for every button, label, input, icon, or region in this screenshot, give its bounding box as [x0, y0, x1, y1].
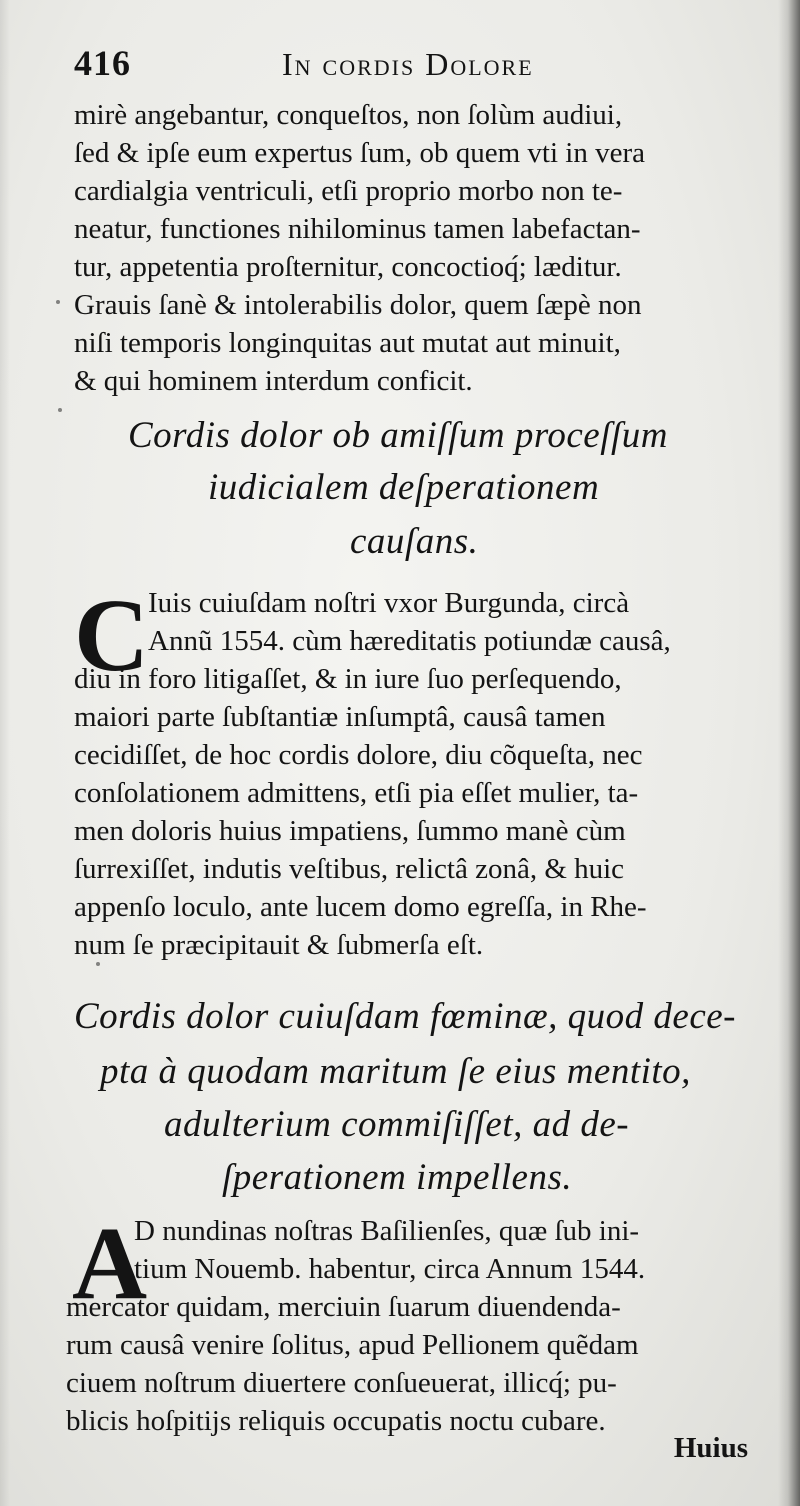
text-line: conſolationem admittens, etſi pia eſſet mulier, ta-: [74, 777, 639, 809]
text-line: rum causâ venire ſolitus, apud Pellionem quẽdam: [66, 1329, 639, 1361]
text-line: Annũ 1554. cùm hæreditatis potiundæ causâ,: [148, 625, 671, 657]
paper-speck: [96, 962, 100, 966]
text-line: cecidiſſet, de hoc cordis dolore, diu cõqueſta, nec: [74, 739, 643, 771]
text-line: tium Nouemb. habentur, circa Annum 1544.: [134, 1253, 646, 1285]
heading-line: pta à quodam maritum ſe eius mentito,: [100, 1051, 691, 1092]
paper-speck: [58, 408, 62, 412]
drop-cap: C: [74, 578, 150, 693]
text-line: men doloris huius impatiens, ſummo manè cùm: [74, 815, 626, 847]
page-shadow-right: [778, 0, 800, 1506]
heading-line: ſperationem impellens.: [222, 1157, 573, 1198]
running-head: In cordis Dolore: [282, 46, 534, 82]
text-line: D nundinas noſtras Baſilienſes, quæ ſub ini-: [134, 1215, 640, 1247]
heading-line: iudicialem deſperationem: [208, 467, 600, 508]
text-line: neatur, functiones nihilominus tamen labefactan-: [74, 213, 641, 245]
text-line: niſi temporis longinquitas aut mutat aut minuit,: [74, 327, 621, 359]
page-number: 416: [74, 43, 131, 83]
text-line: appenſo loculo, ante lucem domo egreſſa, in Rhe-: [74, 891, 647, 923]
text-line: & qui hominem interdum conficit.: [74, 365, 473, 397]
page-shadow-left: [0, 0, 10, 1506]
text-line: Iuis cuiuſdam noſtri vxor Burgunda, circà: [148, 587, 630, 619]
text-line: diu in foro litigaſſet, & in iure ſuo perſequendo,: [74, 663, 622, 695]
text-line: tur, appetentia proſternitur, concoctioq́; læditur.: [74, 251, 622, 283]
text-line: blicis hoſpitijs reliquis occupatis noctu cubare.: [66, 1405, 606, 1437]
page-header: [74, 40, 754, 92]
text-line: ciuem noſtrum diuertere conſueuerat, illicq́; pu-: [66, 1367, 617, 1399]
text-line: cardialgia ventriculi, etſi proprio morbo non te-: [74, 175, 623, 207]
paper-speck: [56, 300, 60, 304]
text-line: num ſe præcipitauit & ſubmerſa eſt.: [74, 929, 484, 961]
catchword: Huius: [673, 1432, 748, 1464]
text-line: ſurrexiſſet, indutis veſtibus, relictâ zonâ, & huic: [74, 853, 625, 885]
text-line: mirè angebantur, conqueſtos, non ſolùm audiui,: [74, 99, 623, 131]
heading-line: Cordis dolor cuiuſdam fœminæ, quod dece-: [74, 996, 736, 1037]
text-line: mercator quidam, merciuin ſuarum diuendenda-: [66, 1291, 621, 1323]
drop-cap: A: [72, 1206, 148, 1321]
heading-line: adulterium commiſiſſet, ad de-: [164, 1104, 630, 1145]
heading-line: Cordis dolor ob amiſſum proceſſum: [128, 415, 668, 456]
text-line: maiori parte ſubſtantiæ inſumptâ, causâ tamen: [74, 701, 606, 733]
heading-line: cauſans.: [350, 521, 479, 562]
text-line: Grauis ſanè & intolerabilis dolor, quem ſæpè non: [74, 289, 642, 321]
text-line: ſed & ipſe eum expertus ſum, ob quem vti in vera: [74, 137, 646, 169]
